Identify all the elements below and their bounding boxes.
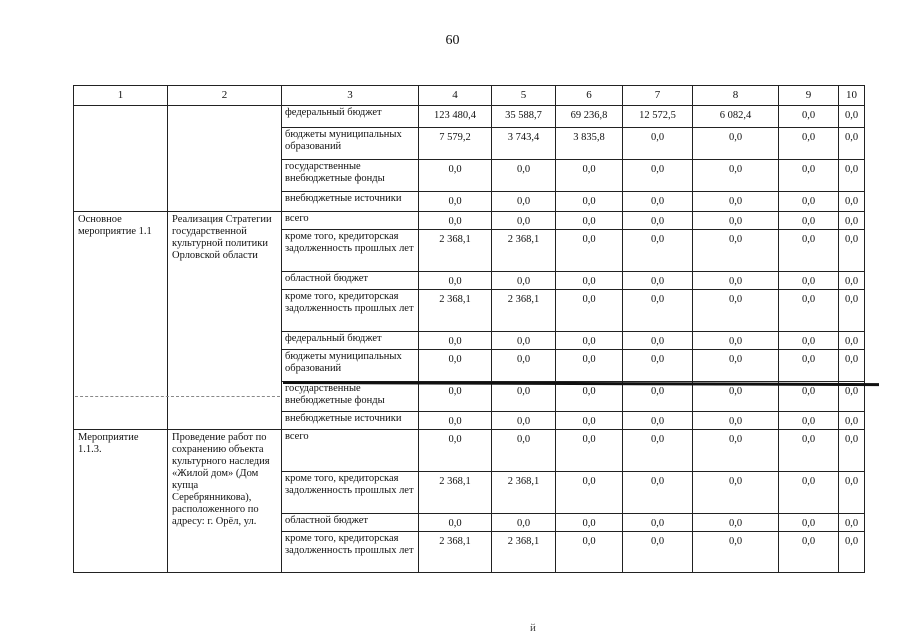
amount-cell: 0,0: [418, 159, 491, 191]
amount-cell: 0,0: [838, 381, 865, 411]
amount-cell: 0,0: [622, 159, 692, 191]
amount-cell: 0,0: [622, 211, 692, 229]
amount-cell: 123 480,4: [418, 105, 491, 127]
funding-source-label: бюджеты муниципальных образований: [281, 127, 418, 159]
amount-cell: 0,0: [778, 127, 838, 159]
amount-cell: 0,0: [692, 349, 778, 381]
amount-cell: 0,0: [491, 349, 555, 381]
column-header-8: 8: [692, 85, 778, 105]
amount-cell: 0,0: [418, 191, 491, 211]
event-description-cell: Реализация Стратегии государственной культурной политики Орловской области: [167, 211, 281, 429]
funding-source-label: всего: [281, 429, 418, 471]
amount-cell: 0,0: [838, 211, 865, 229]
amount-cell: 2 368,1: [418, 229, 491, 271]
column-header-4: 4: [418, 85, 491, 105]
funding-source-label: государственные внебюджетные фонды: [281, 159, 418, 191]
amount-cell: 2 368,1: [491, 471, 555, 513]
amount-cell: 0,0: [838, 289, 865, 331]
amount-cell: 0,0: [491, 381, 555, 411]
amount-cell: 0,0: [692, 211, 778, 229]
amount-cell: 0,0: [622, 411, 692, 429]
amount-cell: 0,0: [778, 159, 838, 191]
amount-cell: 0,0: [555, 429, 622, 471]
amount-cell: 0,0: [692, 531, 778, 573]
amount-cell: 0,0: [838, 531, 865, 573]
amount-cell: 0,0: [622, 381, 692, 411]
amount-cell: 0,0: [838, 471, 865, 513]
amount-cell: 0,0: [778, 271, 838, 289]
amount-cell: 0,0: [838, 229, 865, 271]
amount-cell: 0,0: [778, 429, 838, 471]
amount-cell: 0,0: [622, 331, 692, 349]
amount-cell: 0,0: [555, 271, 622, 289]
amount-cell: 2 368,1: [418, 289, 491, 331]
amount-cell: 0,0: [555, 349, 622, 381]
amount-cell: 0,0: [692, 429, 778, 471]
amount-cell: 2 368,1: [418, 471, 491, 513]
amount-cell: 0,0: [778, 289, 838, 331]
amount-cell: 0,0: [418, 271, 491, 289]
amount-cell: 0,0: [555, 381, 622, 411]
event-name-cell: Мероприятие 1.1.3.: [73, 429, 167, 573]
amount-cell: 3 835,8: [555, 127, 622, 159]
amount-cell: 0,0: [838, 271, 865, 289]
amount-cell: 0,0: [622, 289, 692, 331]
amount-cell: 0,0: [491, 271, 555, 289]
amount-cell: 0,0: [418, 211, 491, 229]
amount-cell: 0,0: [838, 349, 865, 381]
amount-cell: 0,0: [838, 429, 865, 471]
amount-cell: 0,0: [838, 411, 865, 429]
amount-cell: 0,0: [555, 513, 622, 531]
amount-cell: 0,0: [622, 531, 692, 573]
amount-cell: 0,0: [555, 331, 622, 349]
amount-cell: 0,0: [491, 211, 555, 229]
amount-cell: 0,0: [692, 191, 778, 211]
funding-source-label: областной бюджет: [281, 513, 418, 531]
amount-cell: 0,0: [778, 531, 838, 573]
amount-cell: 0,0: [778, 349, 838, 381]
amount-cell: 0,0: [622, 471, 692, 513]
amount-cell: 0,0: [778, 471, 838, 513]
amount-cell: 35 588,7: [491, 105, 555, 127]
funding-source-label: областной бюджет: [281, 271, 418, 289]
funding-source-label: бюджеты муниципальных образований: [281, 349, 418, 381]
amount-cell: 0,0: [555, 411, 622, 429]
event-description-cell: [167, 105, 281, 211]
funding-source-label: кроме того, кредиторская задолженность прошлых лет: [281, 531, 418, 573]
amount-cell: 0,0: [418, 349, 491, 381]
amount-cell: 0,0: [838, 105, 865, 127]
amount-cell: 0,0: [418, 513, 491, 531]
amount-cell: 0,0: [692, 471, 778, 513]
amount-cell: 0,0: [622, 513, 692, 531]
column-header-9: 9: [778, 85, 838, 105]
funding-source-label: государственные внебюджетные фонды: [281, 381, 418, 411]
amount-cell: 0,0: [778, 105, 838, 127]
amount-cell: 0,0: [418, 411, 491, 429]
amount-cell: 0,0: [778, 331, 838, 349]
column-header-1: 1: [73, 85, 167, 105]
amount-cell: 0,0: [838, 127, 865, 159]
column-header-6: 6: [555, 85, 622, 105]
amount-cell: 0,0: [491, 513, 555, 531]
funding-source-label: всего: [281, 211, 418, 229]
funding-source-label: внебюджетные источники: [281, 191, 418, 211]
amount-cell: 3 743,4: [491, 127, 555, 159]
funding-source-label: федеральный бюджет: [281, 105, 418, 127]
amount-cell: 0,0: [692, 127, 778, 159]
amount-cell: 0,0: [418, 331, 491, 349]
amount-cell: 0,0: [778, 191, 838, 211]
amount-cell: 0,0: [555, 471, 622, 513]
amount-cell: 0,0: [555, 289, 622, 331]
amount-cell: 0,0: [778, 211, 838, 229]
amount-cell: 0,0: [491, 429, 555, 471]
amount-cell: 0,0: [555, 531, 622, 573]
amount-cell: 0,0: [778, 411, 838, 429]
amount-cell: 2 368,1: [491, 229, 555, 271]
amount-cell: 2 368,1: [491, 289, 555, 331]
column-header-7: 7: [622, 85, 692, 105]
funding-source-label: кроме того, кредиторская задолженность прошлых лет: [281, 229, 418, 271]
amount-cell: 0,0: [692, 229, 778, 271]
amount-cell: 0,0: [692, 513, 778, 531]
amount-cell: 0,0: [778, 381, 838, 411]
amount-cell: 0,0: [622, 349, 692, 381]
amount-cell: 0,0: [838, 331, 865, 349]
amount-cell: 0,0: [555, 229, 622, 271]
event-name-cell: Основное мероприятие 1.1: [73, 211, 167, 429]
amount-cell: 0,0: [491, 331, 555, 349]
amount-cell: 0,0: [491, 191, 555, 211]
amount-cell: 6 082,4: [692, 105, 778, 127]
column-header-5: 5: [491, 85, 555, 105]
amount-cell: 0,0: [555, 159, 622, 191]
amount-cell: 0,0: [622, 229, 692, 271]
amount-cell: 0,0: [622, 271, 692, 289]
funding-source-label: внебюджетные источники: [281, 411, 418, 429]
amount-cell: 0,0: [692, 289, 778, 331]
funding-source-label: федеральный бюджет: [281, 331, 418, 349]
amount-cell: 0,0: [838, 513, 865, 531]
amount-cell: 12 572,5: [622, 105, 692, 127]
funding-source-label: кроме того, кредиторская задолженность прошлых лет: [281, 289, 418, 331]
funding-source-label: кроме того, кредиторская задолженность прошлых лет: [281, 471, 418, 513]
amount-cell: 0,0: [838, 191, 865, 211]
amount-cell: 0,0: [622, 191, 692, 211]
amount-cell: 69 236,8: [555, 105, 622, 127]
amount-cell: 0,0: [692, 271, 778, 289]
amount-cell: 0,0: [838, 159, 865, 191]
page-number: 60: [445, 33, 460, 48]
column-header-10: 10: [838, 85, 865, 105]
amount-cell: 0,0: [418, 429, 491, 471]
event-description-cell: Проведение работ по сохранению объекта культурного наследия «Жилой дом» (Дом купца Серебрянникова), расположенного по адресу: г. Орёл, ул.: [167, 429, 281, 573]
amount-cell: 0,0: [418, 381, 491, 411]
event-name-cell: [73, 105, 167, 211]
amount-cell: 0,0: [692, 411, 778, 429]
amount-cell: 0,0: [692, 159, 778, 191]
amount-cell: 0,0: [778, 513, 838, 531]
amount-cell: 2 368,1: [418, 531, 491, 573]
amount-cell: 0,0: [491, 411, 555, 429]
bottom-mark: й: [530, 622, 536, 634]
amount-cell: 0,0: [692, 381, 778, 411]
amount-cell: 0,0: [491, 159, 555, 191]
amount-cell: 0,0: [555, 211, 622, 229]
column-header-3: 3: [281, 85, 418, 105]
amount-cell: 0,0: [778, 229, 838, 271]
scan-artifact-dashes: [75, 396, 280, 397]
amount-cell: 0,0: [555, 191, 622, 211]
amount-cell: 0,0: [622, 429, 692, 471]
amount-cell: 0,0: [692, 331, 778, 349]
amount-cell: 2 368,1: [491, 531, 555, 573]
amount-cell: 0,0: [622, 127, 692, 159]
column-header-2: 2: [167, 85, 281, 105]
budget-table: [73, 85, 865, 569]
amount-cell: 7 579,2: [418, 127, 491, 159]
